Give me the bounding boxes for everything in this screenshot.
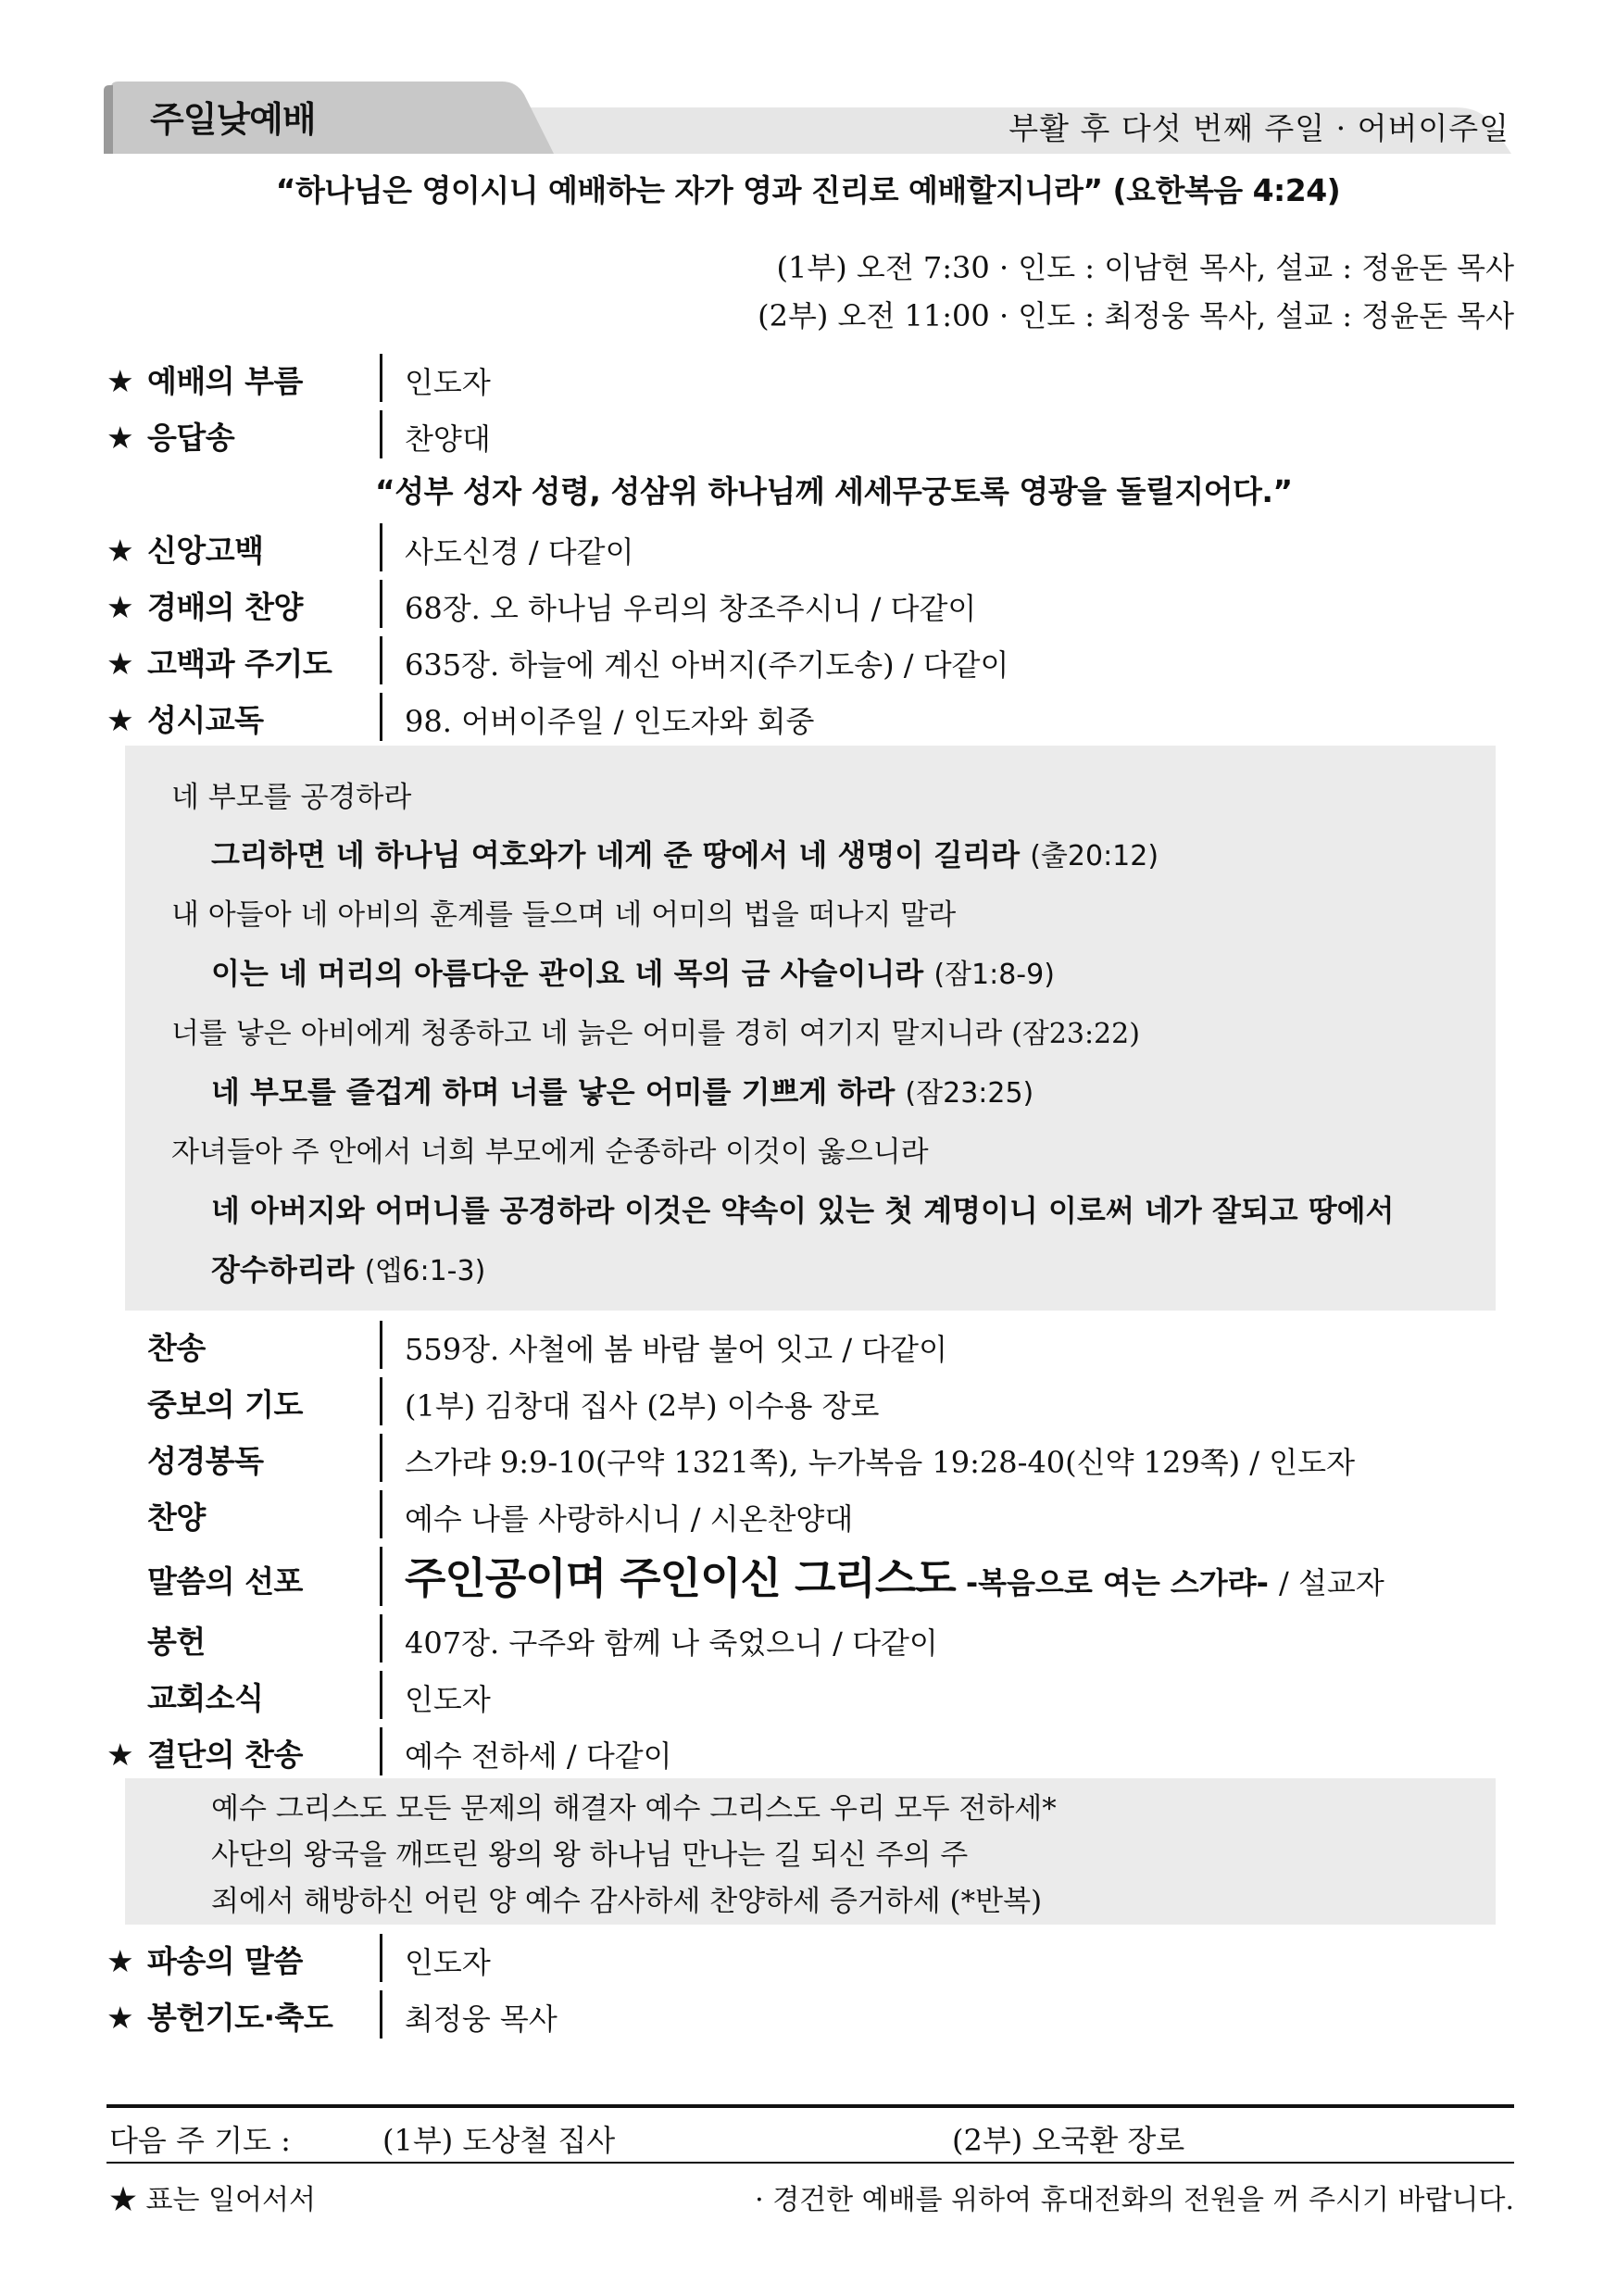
theme-verse: “하나님은 영이시니 예배하는 자가 영과 진리로 예배할지니라” (요한복음 4:24) <box>275 172 1341 208</box>
hymn-line: 죄에서 해방하신 어린 양 예수 감사하세 찬양하세 증거하세 (*반복) <box>211 1885 1043 1918</box>
divider <box>380 636 382 684</box>
footer-note-phone: · 경건한 예배를 위하여 휴대전화의 전원을 꺼 주시기 바랍니다. <box>755 2184 1514 2216</box>
order-value: 사도신경 / 다같이 <box>405 534 634 570</box>
reading-line-leader: 네 부모를 공경하라 <box>171 781 412 814</box>
next-week-label: 다음 주 기도 : <box>109 2123 291 2158</box>
order-row <box>106 352 1514 402</box>
order-row <box>106 1612 1514 1662</box>
sermon-title: 주인공이며 주인이신 그리스도 <box>405 1553 956 1603</box>
reading-line-congregation: 장수하리라 (엡6:1-3) <box>211 1252 486 1287</box>
order-label: 교회소식 <box>147 1680 264 1716</box>
order-label: 파송의 말씀 <box>147 1943 303 1979</box>
order-label: 찬양 <box>147 1499 206 1536</box>
service-info-1: (1부) 오전 7:30 · 인도 : 이남현 목사, 설교 : 정윤돈 목사 <box>776 250 1514 285</box>
divider <box>380 523 382 571</box>
hymn-line: 예수 그리스도 모든 문제의 해결자 예수 그리스도 우리 모두 전하세* <box>211 1792 1057 1826</box>
order-row <box>106 691 1514 741</box>
order-value: 635장. 하늘에 계신 아버지(주기도송) / 다같이 <box>405 647 1009 683</box>
stand-star-icon: ★ <box>106 589 134 625</box>
order-value: (1부) 김창대 집사 (2부) 이수용 장로 <box>405 1388 880 1424</box>
order-row <box>106 1932 1514 1982</box>
week-subtitle: 부활 후 다섯 번째 주일 · 어버이주일 <box>1008 110 1510 146</box>
order-value: 559장. 사철에 봄 바람 불어 잇고 / 다같이 <box>405 1332 948 1367</box>
order-value: 인도자 <box>405 1682 491 1717</box>
stand-star-icon: ★ <box>106 646 134 682</box>
footer-rule <box>106 2104 1514 2108</box>
stand-star-icon: ★ <box>106 702 134 738</box>
divider <box>380 1321 382 1369</box>
divider <box>380 410 382 458</box>
sermon-subtitle: -복음으로 여는 스가랴- <box>955 1565 1280 1600</box>
reading-line-leader: 너를 낳은 아비에게 청종하고 네 늙은 어미를 경히 여기지 말지니라 (잠23:22) <box>171 1017 1140 1050</box>
divider <box>380 1727 382 1775</box>
stand-star-icon: ★ <box>106 1737 134 1773</box>
order-row <box>106 1488 1514 1538</box>
divider <box>380 1614 382 1662</box>
divider <box>380 1377 382 1425</box>
order-label: 봉헌 <box>147 1624 206 1660</box>
order-label: 성경봉독 <box>147 1443 264 1479</box>
reading-line-congregation: 그리하면 네 하나님 여호와가 네게 준 땅에서 네 생명이 길리라 (출20:12) <box>211 837 1159 872</box>
sermon-value <box>405 1545 1384 1606</box>
order-row <box>106 408 1514 458</box>
order-value: 68장. 오 하나님 우리의 창조주시니 / 다같이 <box>405 591 977 626</box>
stand-star-icon: ★ <box>106 363 134 399</box>
divider <box>380 1490 382 1538</box>
order-label: 고백과 주기도 <box>147 646 332 682</box>
stand-star-icon: ★ <box>106 420 134 456</box>
hymn-line: 사단의 왕국을 깨뜨린 왕의 왕 하나님 만나는 길 되신 주의 주 <box>211 1838 969 1872</box>
order-label: 경배의 찬양 <box>147 589 303 625</box>
order-label: 중보의 기도 <box>147 1386 303 1423</box>
divider <box>380 1934 382 1982</box>
order-row <box>106 1375 1514 1425</box>
order-label: 말씀의 선포 <box>147 1563 303 1600</box>
stand-star-icon: ★ <box>106 1943 134 1979</box>
stand-star-icon: ★ <box>106 2000 134 2036</box>
doxology: “성부 성자 성령, 성삼위 하나님께 세세무궁토록 영광을 돌릴지어다.” <box>375 473 1293 509</box>
sermon-row <box>106 1545 1514 1606</box>
divider <box>380 1671 382 1719</box>
order-value: 인도자 <box>405 1945 491 1980</box>
reading-line-congregation: 네 부모를 즐겁게 하며 너를 낳은 어미를 기쁘게 하라 (잠23:25) <box>211 1074 1034 1110</box>
divider <box>380 354 382 402</box>
sermon-by: / 설교자 <box>1279 1565 1384 1600</box>
order-value: 최정웅 목사 <box>405 2001 557 2037</box>
order-label: 응답송 <box>147 420 235 456</box>
divider <box>380 1434 382 1482</box>
reading-line-leader: 내 아들아 네 아비의 훈계를 들으며 네 어미의 법을 떠나지 말라 <box>171 898 957 932</box>
reading-line-congregation: 네 아버지와 어머니를 공경하라 이것은 약속이 있는 첫 계명이니 이로써 네가 잘되고 땅에서 <box>211 1193 1395 1228</box>
divider <box>380 580 382 628</box>
order-label: 봉헌기도·축도 <box>147 2000 333 2036</box>
order-label: 성시교독 <box>147 702 264 738</box>
reading-line-leader: 자녀들아 주 안에서 너희 부모에게 순종하라 이것이 옳으니라 <box>171 1135 929 1169</box>
service-info-2: (2부) 오전 11:00 · 인도 : 최정웅 목사, 설교 : 정윤돈 목사 <box>758 298 1514 333</box>
divider <box>380 1990 382 2039</box>
divider <box>380 693 382 741</box>
order-row <box>106 1989 1514 2039</box>
next-week-second: (2부) 오국환 장로 <box>952 2123 1185 2158</box>
order-value: 스가랴 9:9-10(구약 1321쪽), 누가복음 19:28-40(신약 129쪽) / 인도자 <box>405 1445 1355 1480</box>
footer-rule <box>106 2162 1514 2164</box>
order-value: 98. 어버이주일 / 인도자와 회중 <box>405 704 815 739</box>
footer-note-stand: ★ 표는 일어서서 <box>109 2184 316 2216</box>
order-label: 찬송 <box>147 1330 206 1366</box>
order-label: 결단의 찬송 <box>147 1737 303 1773</box>
order-label: 예배의 부름 <box>147 363 303 399</box>
order-value: 407장. 구주와 함께 나 죽었으니 / 다같이 <box>405 1625 938 1661</box>
order-value: 예수 나를 사랑하시니 / 시온찬양대 <box>405 1501 854 1537</box>
order-value: 찬양대 <box>405 421 491 457</box>
order-value: 예수 전하세 / 다같이 <box>405 1738 672 1774</box>
stand-star-icon: ★ <box>106 533 134 569</box>
order-row <box>106 634 1514 684</box>
order-row <box>106 521 1514 571</box>
reading-line-congregation: 이는 네 머리의 아름다운 관이요 네 목의 금 사슬이니라 (잠1:8-9) <box>211 956 1055 991</box>
section-title: 주일낮예배 <box>150 99 316 140</box>
order-row <box>106 1669 1514 1719</box>
order-row <box>106 1432 1514 1482</box>
order-row <box>106 1319 1514 1369</box>
order-value: 인도자 <box>405 365 491 400</box>
next-week-first: (1부) 도상철 집사 <box>382 2123 616 2158</box>
order-label: 신앙고백 <box>147 533 264 569</box>
divider <box>380 1547 382 1606</box>
order-row <box>106 1725 1514 1775</box>
order-row <box>106 578 1514 628</box>
